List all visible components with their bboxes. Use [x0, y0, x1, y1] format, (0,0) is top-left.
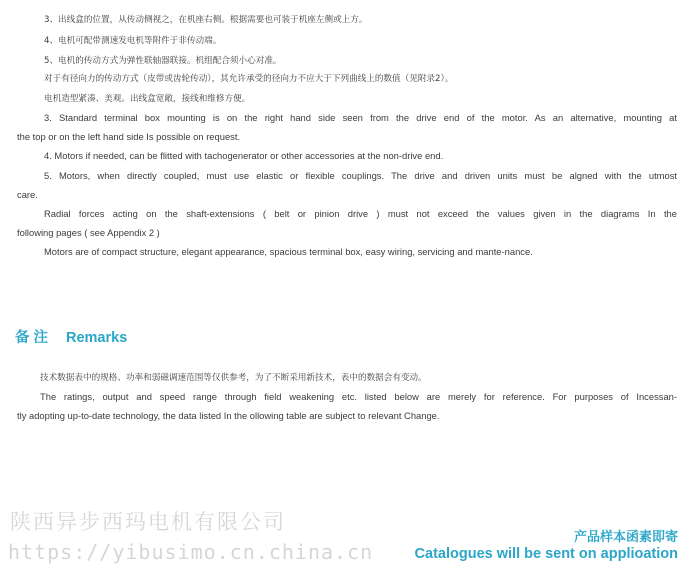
- remarks-heading-cn: 备注: [15, 330, 52, 346]
- cn-spec-item-3: 3、出线盒的位置，从传动侧视之，在机座右侧。根据需要也可装于机座左侧或上方。: [44, 15, 368, 25]
- cn-spec-structure: 电机造型紧凑、美观。出线盒宽敞，接线和维修方便。: [44, 94, 251, 104]
- en-spec-item-3-line2: the top or on the left hand side Is possible on request.: [17, 131, 241, 142]
- footer-en: Catalogues will be sent on applioation: [414, 546, 678, 562]
- cn-spec-item-5: 5、电机的传动方式为弹性联轴器联接。机组配合须小心对准。: [44, 56, 282, 66]
- en-spec-radial-line2: following pages ( see Appendix 2 ): [17, 227, 160, 238]
- en-spec-structure: Motors are of compact structure, elegant appearance, spacious terminal box, easy wiring, servicing and mante-nance.: [44, 246, 533, 257]
- watermark-url: https://yibusimo.cn.china.cn: [8, 540, 374, 564]
- en-spec-radial-line1: Radial forces acting on the shaft-extensions ( belt or pinion drive ) must not exceed the values given in the diagrams In the: [44, 208, 677, 219]
- cn-spec-radial: 对于有径向力的传动方式（皮带或齿轮传动），其允许承受的径向力不应大于下列曲线上的数值（见附录2）。: [44, 74, 454, 84]
- footer-cn: 产品样本函素即寄: [573, 530, 678, 545]
- cn-spec-item-4: 4、电机可配带测速发电机等附件于非传动端。: [44, 36, 222, 46]
- en-spec-item-3-line1: 3. Standard terminal box mounting is on the right hand side seen from the drive end of the motor. As an alternative, mounting at: [44, 112, 677, 123]
- en-spec-item-5-line2: care.: [17, 189, 38, 200]
- en-spec-item-5-line1: 5. Motors, when directly coupled, must use elastic or flexible couplings. The drive and driven units must be algned with the utmost: [44, 170, 677, 181]
- remarks-heading: [15, 326, 127, 347]
- remarks-heading-en: Remarks: [66, 330, 128, 346]
- watermark-company: 陕西异步西玛电机有限公司: [10, 510, 286, 534]
- remarks-cn-text: 技术数据表中的规格、功率和弱磁调速范围等仅供参考，为了不断采用新技术，表中的数据会有变动。: [40, 373, 427, 383]
- remarks-en-line1: The ratings, output and speed range through field weakening etc. listed below are merely for reference. For purposes of Incessan-: [40, 391, 677, 402]
- remarks-en-line2: tly adopting up-to-date technology, the data listed In the ollowing table are subject to relevant Change.: [17, 410, 440, 421]
- en-spec-item-4: 4. Motors if needed, can be flitted with tachogenerator or other accessories at the non-drive end.: [44, 150, 444, 161]
